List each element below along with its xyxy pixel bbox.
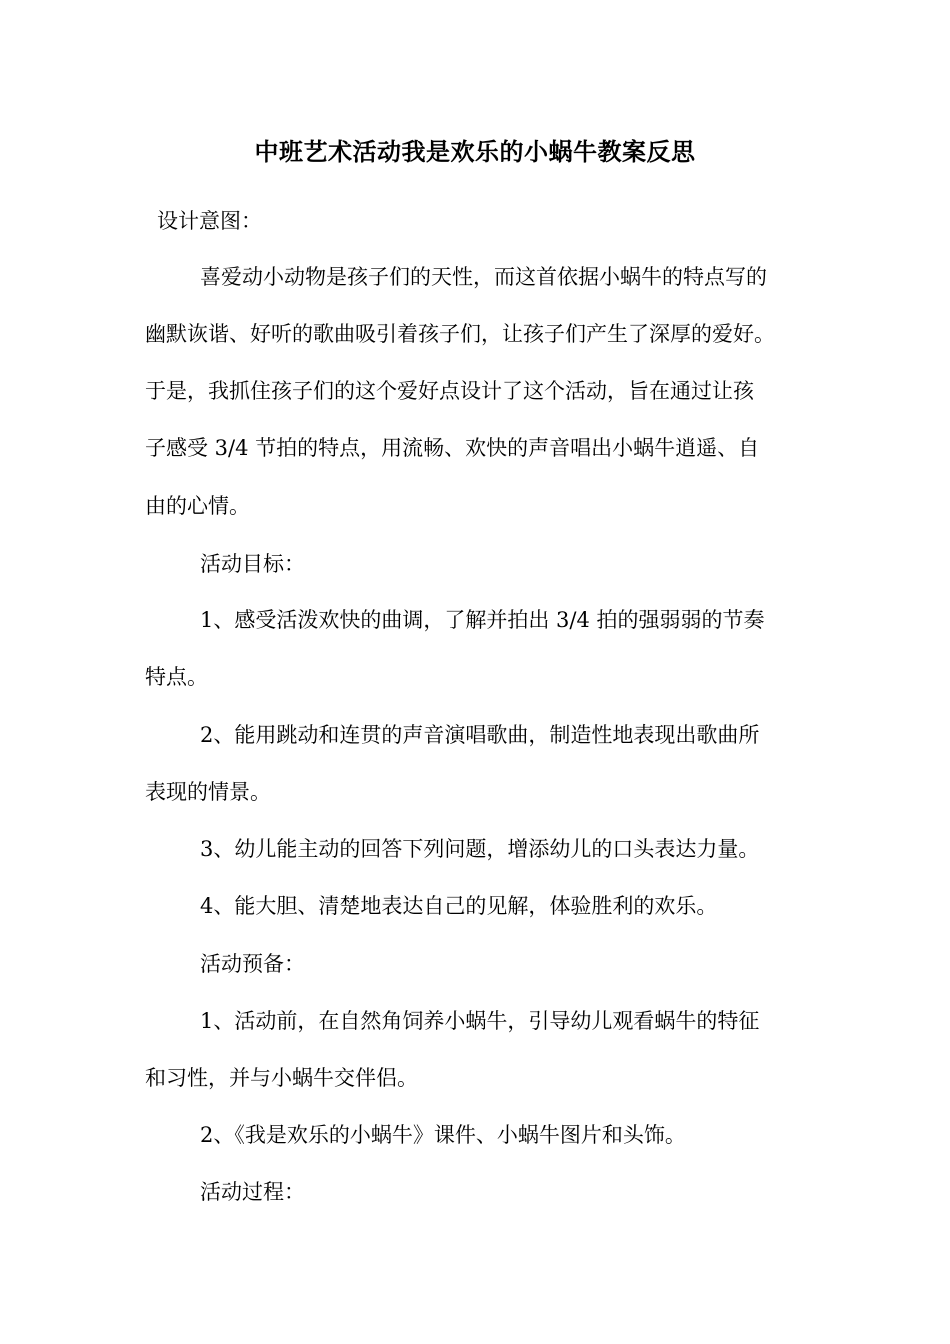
paragraph-line: 幽默诙谐、好听的歌曲吸引着孩子们，让孩子们产生了深厚的爱好。	[145, 322, 775, 346]
list-item: 1、感受活泼欢快的曲调，了解并拍出 3/4 拍的强弱弱的节奏	[200, 608, 765, 632]
section-heading-preparation: 活动预备：	[200, 952, 305, 976]
section-heading-design-intent: 设计意图：	[157, 209, 262, 233]
list-item: 1、活动前，在自然角饲养小蜗牛，引导幼儿观看蜗牛的特征	[200, 1009, 760, 1033]
section-heading-process: 活动过程：	[200, 1180, 305, 1204]
list-item-continuation: 和习性，并与小蜗牛交伴侣。	[145, 1066, 418, 1090]
list-item: 2、能用跳动和连贯的声音演唱歌曲，制造性地表现出歌曲所	[200, 723, 760, 747]
list-item: 2、《我是欢乐的小蜗牛》课件、小蜗牛图片和头饰。	[200, 1123, 686, 1147]
paragraph-line: 喜爱动小动物是孩子们的天性，而这首依据小蜗牛的特点写的	[200, 265, 767, 289]
document-title: 中班艺术活动我是欢乐的小蜗牛教案反思	[254, 137, 696, 166]
list-item: 3、幼儿能主动的回答下列问题，增添幼儿的口头表达力量。	[200, 837, 760, 861]
section-heading-goals: 活动目标：	[200, 552, 305, 576]
list-item: 4、能大胆、清楚地表达自己的见解，体验胜利的欢乐。	[200, 894, 718, 918]
paragraph-line: 由的心情。	[145, 494, 250, 518]
paragraph-line: 子感受 3/4 节拍的特点，用流畅、欢快的声音唱出小蜗牛逍遥、自	[145, 436, 760, 460]
list-item-continuation: 特点。	[145, 665, 208, 689]
list-item-continuation: 表现的情景。	[145, 780, 271, 804]
paragraph-line: 于是，我抓住孩子们的这个爱好点设计了这个活动，旨在通过让孩	[145, 379, 754, 403]
